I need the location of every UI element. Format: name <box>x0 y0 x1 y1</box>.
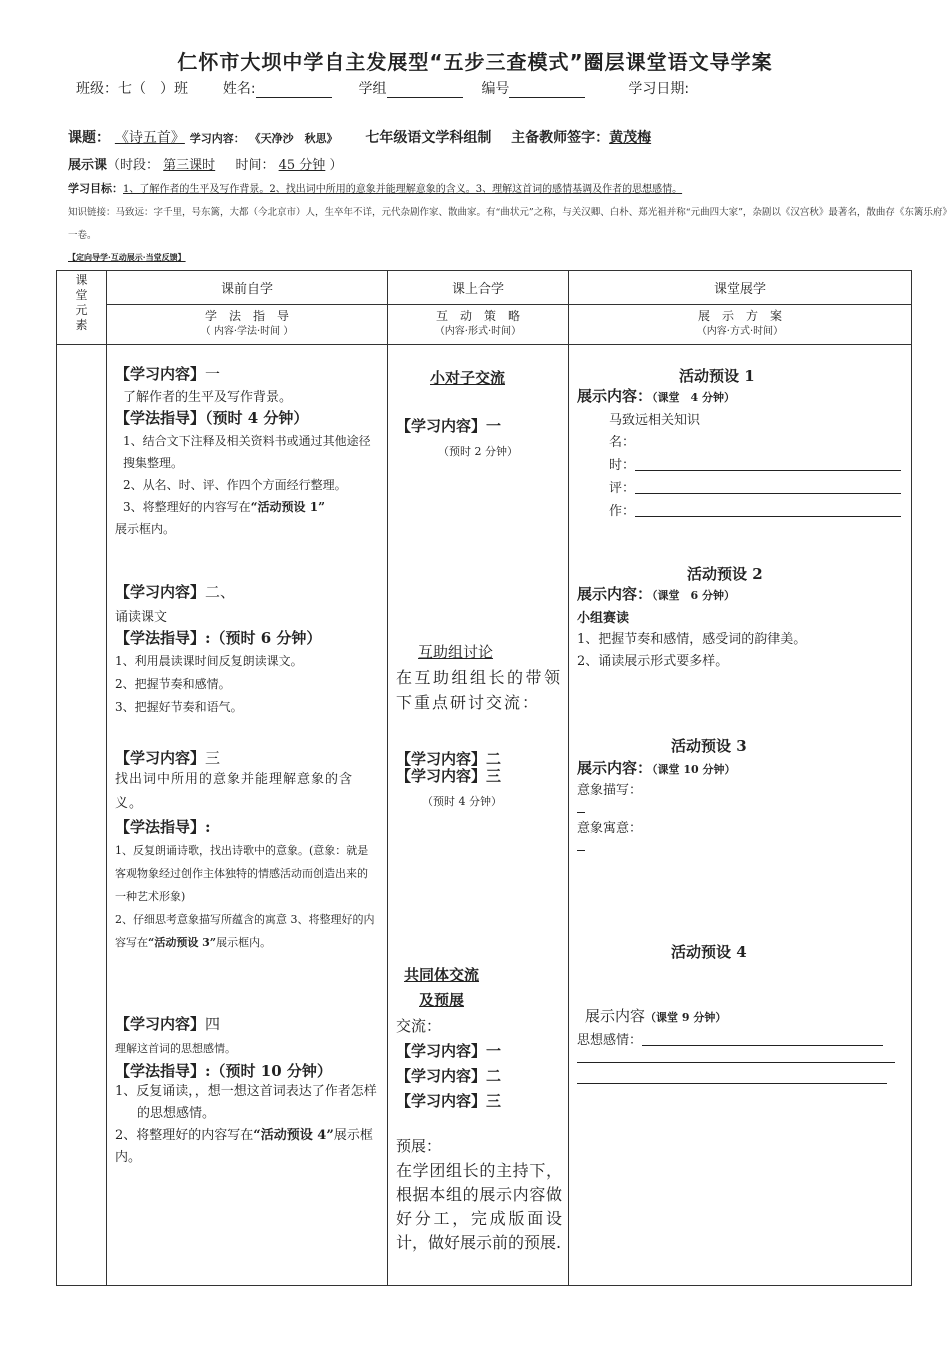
pair-exchange-heading: 小对子交流 <box>430 369 506 387</box>
guide3-items: 1、反复朗诵诗歌，找出诗歌中的意象。(意象：就是客观物象经过创作主体独特的情感活动而创造出来的一种艺术形象) 2、仔细思考意象描写所蕴含的寓意 3、将整理好的内容写在“活动预设 3”展示框内。 <box>115 844 375 949</box>
topic-label: 课题： <box>68 130 110 146</box>
guide1-label: 【学法指导】（预时 4 分钟） <box>115 409 309 427</box>
guide4-label: 【学法指导】:（预时 10 分钟） <box>115 1062 332 1080</box>
guide3-label: 【学法指导】: <box>115 818 211 836</box>
sub-cooperative: 互 动 策 略 （内容·形式·时间） <box>388 305 569 345</box>
activity3-fields: 意象描写： 意象寓意： <box>577 781 642 857</box>
teacher-label: 主备教师签字： <box>511 130 610 146</box>
page-title: 仁怀市大坝中学自主发展型“五步三查模式”圈层课堂语文导学案 <box>177 50 773 74</box>
activity4-label: 展示内容 <box>585 1007 646 1025</box>
student-info-row <box>76 78 689 98</box>
cooperative-cell <box>388 345 569 1286</box>
content1-label: 【学习内容】 <box>115 365 206 383</box>
knowledge-link: 知识链接：马致远：字千里，号东篱，大都（今北京市）人，生卒年不详，元代杂剧作家、散曲家。有“曲状元”之称，与关汉卿、白朴、郑光祖并称“元曲四大家”，杂剧以《汉宫秋》最著名，散曲存《东篱乐府》一卷。 <box>68 207 948 241</box>
exchange-label: 交流： <box>396 1017 442 1035</box>
guide2-items: 1、利用晨读课时间反复朗读课文。 2、把握节奏和感情。 3、把握好节奏和语气。 <box>115 654 303 714</box>
guide1-items: 1、结合文下注释及相关资料书或通过其他途径搜集整理。 2、从名、时、评、作四个方面经行整理。 3、将整理好的内容写在“活动预设 1” 展示框内。 <box>115 434 371 536</box>
col-classroom-elements: 课堂元素 <box>57 271 107 345</box>
lesson-close: ） <box>329 158 343 173</box>
coop-content-list: 【学习内容】一 【学习内容】二 【学习内容】三 <box>396 1042 502 1110</box>
content2-num: 二、 <box>205 583 236 601</box>
time-value: 45 分钟 <box>278 158 326 173</box>
activity1-title: 活动预设 1 <box>679 367 755 385</box>
group-discussion-heading: 互助组讨论 <box>418 643 494 661</box>
preview-label: 预展： <box>396 1137 442 1155</box>
topic-value: 《诗五首》 <box>114 130 185 146</box>
self-study-cell <box>107 345 388 1286</box>
content1-text: 了解作者的生平及写作背景。 <box>123 390 293 405</box>
display-cell <box>569 345 912 1286</box>
content2-label: 【学习内容】 <box>115 583 206 601</box>
group-blank[interactable] <box>387 83 463 98</box>
activity2-time: （课堂 6 分钟） <box>652 589 735 602</box>
coop-content23-labels: 【学习内容】二 【学习内容】三 <box>396 750 502 785</box>
guide4-items: 1、反复诵读，，想一想这首词表达了作者怎样的思想感情。 2、将整理好的内容写在“活动预设 4”展示框内。 <box>115 1084 377 1165</box>
number-label: 编号 <box>481 81 510 97</box>
goals-row <box>68 180 682 196</box>
col-self-study: 课前自学 <box>107 271 388 305</box>
name-blank[interactable] <box>256 83 332 98</box>
content4-text: 理解这首词的思想感情。 <box>115 1042 236 1055</box>
activity2-sub: 小组赛读 <box>577 611 630 626</box>
activity1-fields: 名： 时： 评： 作： <box>609 431 901 523</box>
col-cooperative: 课上合学 <box>388 271 569 305</box>
lesson-label: 展示课 <box>68 158 108 173</box>
content4-label: 【学习内容】 <box>115 1015 206 1033</box>
community-exchange-heading: 共同体交流 及预展 <box>404 966 480 1009</box>
content-value: 《天净沙 秋思》 <box>249 132 338 145</box>
coop-time1: （预时 2 分钟） <box>438 445 518 458</box>
sub-self-study: 学 法 指 导 （ 内容·学法·时间 ） <box>107 305 388 345</box>
content3-text: 找出词中所用的意象并能理解意象的含义。 <box>115 772 354 811</box>
activity3-label: 展示内容： <box>577 759 653 777</box>
class-label: 班级：七（ ）班 <box>76 81 188 97</box>
date-label: 学习日期: <box>628 81 690 97</box>
lesson-row <box>68 154 342 173</box>
activity2-label: 展示内容： <box>577 585 653 603</box>
col-display: 课堂展学 <box>569 271 912 305</box>
preview-text: 在学团组长的主持下，根据本组的展示内容做好分工，完成版面设计，做好展示前的预展. <box>396 1161 562 1252</box>
elements-cell <box>57 345 107 1286</box>
activity1-time: （课堂 4 分钟） <box>652 391 735 404</box>
activity1-label: 展示内容： <box>577 387 653 405</box>
period-label: （时段： <box>107 158 160 173</box>
activity4-title: 活动预设 4 <box>671 943 747 961</box>
goals-text: 1、了解作者的生平及写作背景。2、找出词中所用的意象并能理解意象的含义。3、理解这首词的感情基调及作者的思想感情。 <box>123 184 683 195</box>
activity3-title: 活动预设 3 <box>671 737 747 755</box>
teacher-name: 黄茂梅 <box>609 130 652 146</box>
period-value: 第三课时 <box>163 158 216 173</box>
activity1-topic: 马致远相关知识 <box>609 413 701 428</box>
content1-num: 一 <box>205 365 221 383</box>
activity2-title: 活动预设 2 <box>687 565 763 583</box>
activity2-items: 1、把握节奏和感情，感受词的韵律美。 2、诵读展示形式要多样。 <box>577 632 807 669</box>
content3-num: 三 <box>205 749 221 767</box>
content3-label: 【学习内容】 <box>115 749 206 767</box>
time-label: 时间： <box>235 158 275 173</box>
goals-label: 学习目标： <box>68 182 123 195</box>
coop-time2: （预时 4 分钟） <box>422 795 502 808</box>
motto: 【定向导学·互动展示·当堂反馈】 <box>68 252 186 262</box>
content-label: 学习内容： <box>189 132 245 145</box>
activity4-time: （课堂 9 分钟） <box>645 1011 727 1024</box>
group-label: 学组 <box>358 81 387 97</box>
content2-text: 诵读课文 <box>115 610 168 625</box>
name-label: 姓名: <box>222 81 256 97</box>
activity3-time: （课堂 10 分钟） <box>652 763 736 776</box>
number-blank[interactable] <box>509 83 585 98</box>
coop-content1-label: 【学习内容】一 <box>396 417 502 435</box>
content4-num: 四 <box>205 1015 221 1033</box>
org-label: 七年级语文学科组制 <box>365 130 492 146</box>
topic-row <box>68 127 651 147</box>
guide2-label: 【学法指导】:（预时 6 分钟） <box>115 629 322 647</box>
group-discussion-text: 在互助组组长的带领下重点研讨交流： <box>396 668 562 712</box>
activity4-fields: 思想感情： <box>577 1029 895 1084</box>
sub-display: 展 示 方 案 （内容·方式·时间） <box>569 305 912 345</box>
lesson-table <box>56 270 912 1286</box>
